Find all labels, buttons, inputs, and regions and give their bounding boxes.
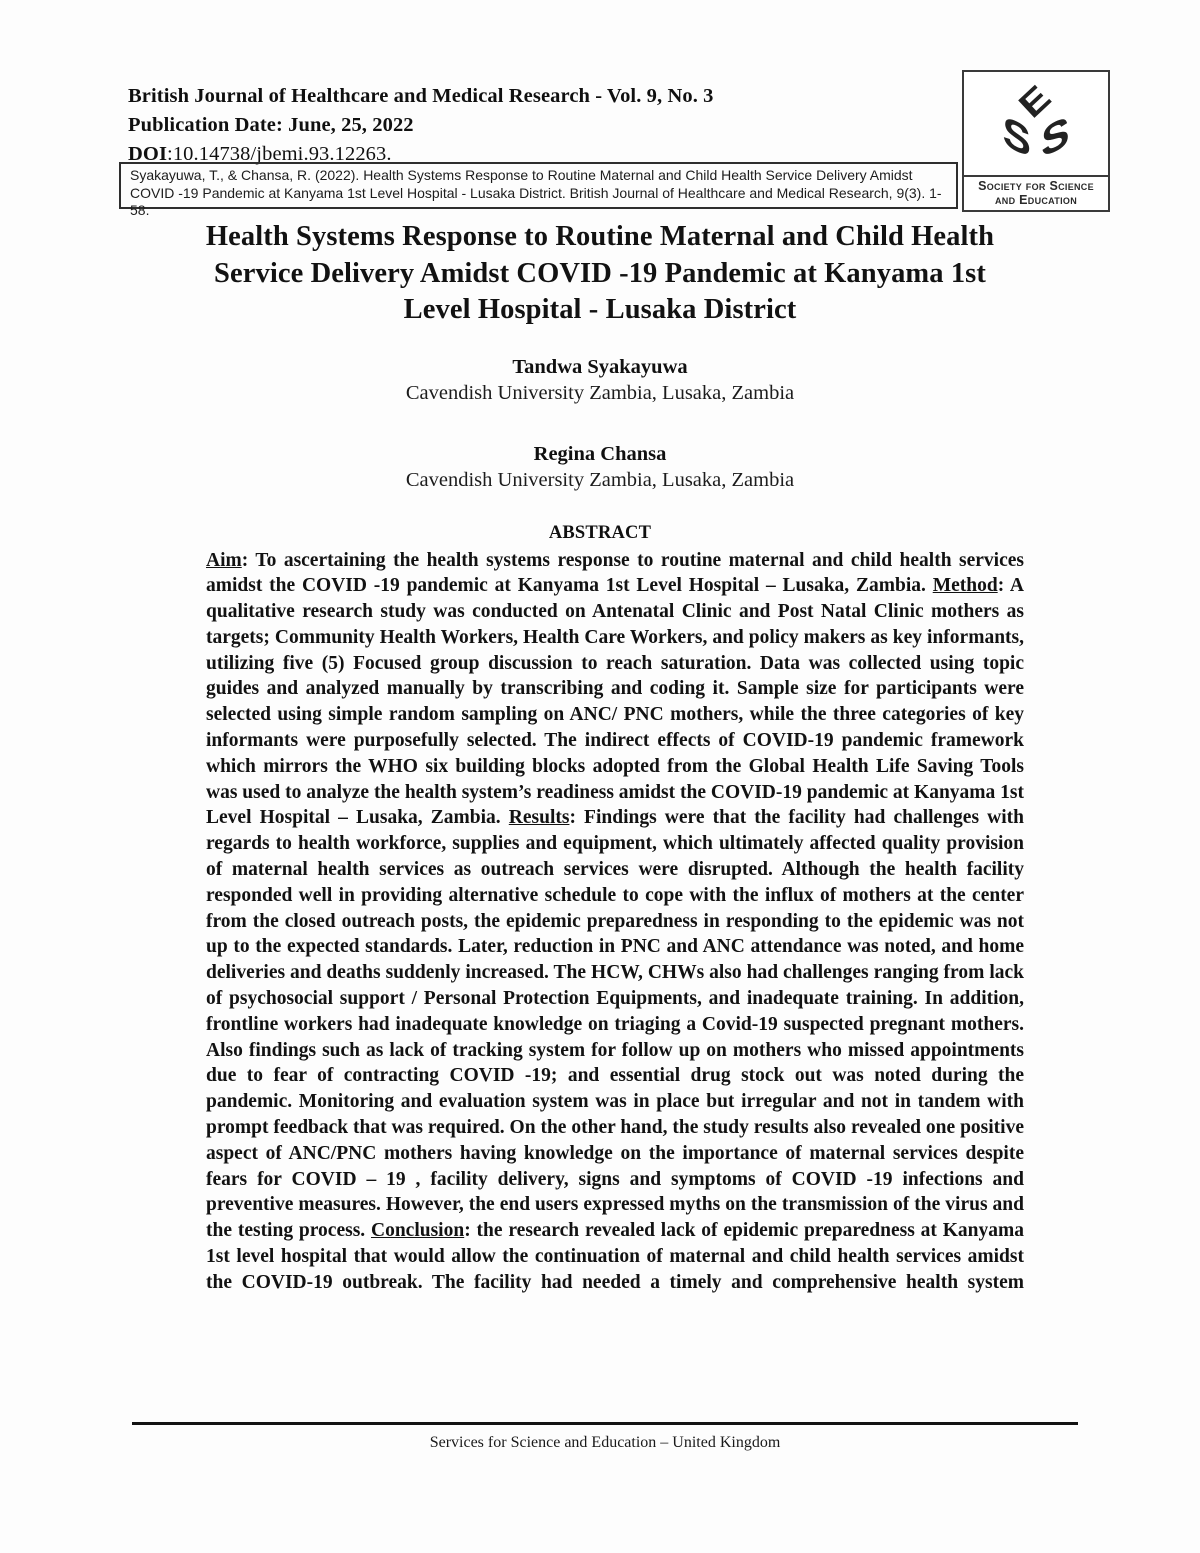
footer-divider — [132, 1422, 1078, 1425]
article-title-line3: Level Hospital - Lusaka District — [403, 294, 797, 325]
logo-letter-right: S — [1041, 105, 1070, 167]
footer-text: Services for Science and Education – United Kingdom — [429, 1434, 781, 1451]
doi-value: :10.14738/jbemi.93.12263. — [167, 143, 392, 165]
article-title — [130, 219, 1070, 329]
author-name: Tandwa Syakayuwa — [512, 355, 688, 378]
publisher-name-line1: Society for Science — [978, 179, 1094, 193]
citation-box — [119, 162, 958, 218]
author-block — [130, 441, 1070, 494]
publisher-name-line2: and Education — [994, 193, 1078, 207]
abstract-heading: ABSTRACT — [548, 522, 652, 543]
author-affiliation: Cavendish University Zambia, Lusaka, Zambia — [405, 468, 795, 491]
article-title-line1: Health Systems Response to Routine Maternal and Child Health — [205, 221, 995, 252]
author-name: Regina Chansa — [533, 442, 667, 465]
article-title-line2: Service Delivery Amidst COVID -19 Pandemic at Kanyama 1st — [214, 257, 986, 289]
logo-letter-left: S — [1002, 105, 1031, 167]
journal-title-line: British Journal of Healthcare and Medical Research - Vol. 9, No. 3 — [128, 85, 714, 107]
publisher-name — [964, 175, 1108, 210]
publication-date-line: Publication Date: June, 25, 2022 — [128, 114, 414, 136]
author-block — [130, 354, 1070, 407]
publisher-logo — [962, 70, 1110, 212]
article-body — [130, 219, 1070, 1296]
abstract-text: Aim: To ascertaining the health systems response to routine maternal and child health services amidst the COVID -19 pandemic at Kanyama 1st Level Hospital – Lusaka, Zambia. Method: A qualitative research study was conducted on Antenatal Clinic and Post Natal Clinic mothers as targets; Community Health Workers, Health Care Workers, and policy makers as key informants, utilizing five (5) Focused group discussion to reach saturation. Data was collected using topic guides and analyzed manually by transcribing and coding it. Sample size for participants were selected using simple random sampling on ANC/ PNC mothers, while the three categories of key informants were purposefully selected. The indirect effects of COVID-19 pandemic framework which mirrors the WHO six building blocks adopted from the Global Health Life Saving Tools was used to analyze the health system’s readiness amidst the COVID-19 pandemic at Kanyama 1st Level Hospital – Lusaka, Zambia. Results: Findings were that the facility had challenges with regards to health workforce, supplies and equipment, which ultimately affected quality provision of maternal health services as outreach services were disrupted. Although the health facility responded well in providing alternative schedule to cope with the influx of mothers at the center from the closed outreach posts, the epidemic preparedness in responding to the epidemic was not up to the expected standards. Later, reduction in PNC and ANC attendance was noted, and home deliveries and deaths suddenly increased. The HCW, CHWs also had challenges ranging from lack of psychosocial support / Personal Protection Equipments, and inadequate training. In addition, frontline workers had inadequate knowledge on triaging a Covid-19 suspected pregnant mothers. Also findings such as lack of tracking system for follow up on mothers who missed appointments due to fear of contracting COVID -19; and essential drug stock out was noted during the pandemic. Monitoring and evaluation system was in place but irregular and not in tandem with prompt feedback that was required. On the other hand, the study results also revealed one positive aspect of ANC/PNC mothers having knowledge on the importance of maternal services despite fears for COVID – 19 , facility delivery, signs and symptoms of COVID -19 infections and preventive measures. However, the end users expressed myths on the transmission of the virus and the testing process. Conclusion: the research revealed lack of epidemic preparedness at Kanyama 1st level hospital that would allow the continuation of maternal and child health services amidst the COVID-19 outbreak. The facility had needed a timely and comprehensive health system — [206, 549, 1024, 1293]
author-affiliation: Cavendish University Zambia, Lusaka, Zambia — [405, 381, 795, 404]
logo-letter-top: E — [1011, 77, 1059, 126]
sse-cube-icon — [964, 72, 1108, 175]
citation-text: Syakayuwa, T., & Chansa, R. (2022). Health Systems Response to Routine Maternal and Child Health Service Delivery Amidst COVID -19 Pandemic at Kanyama 1st Level Hospital - Lusaka District. British Journal of Healthcare and Medical Research, 9(3). 1-58. — [130, 167, 942, 218]
doi-label: DOI — [128, 143, 168, 165]
journal-info — [128, 82, 714, 169]
